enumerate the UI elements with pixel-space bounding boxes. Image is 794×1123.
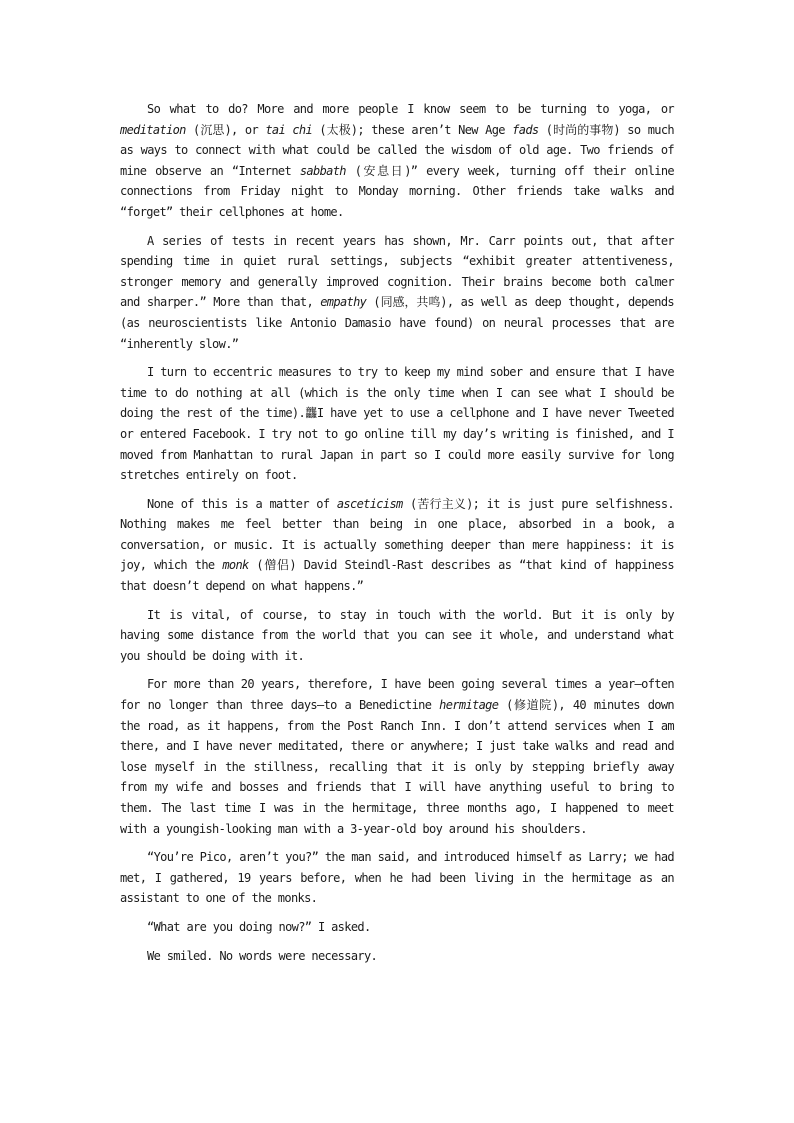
paragraph-6 [120,674,681,839]
italic-term: tai chi [265,122,313,137]
text-run: (修道院), 40 minutes down the road, as it happens, from the Post Ranch Inn. I don’t attend services when I am there, and I have never meditated, there or anywhere; I just take walks and read and lose myself in the stillness, recalling that it is only by stepping briefly away from my wife and bosses and friends that I will have anything useful to bring to them. The last time I was in the hermitage, three months ago, I happened to meet with a youngish-looking man with a 3-year-old boy around his shoulders. [120,698,681,836]
text-run: (安息日)” every week, turning off their online connections from Friday night to Monday morning. Other friends take walks and “forget” their cellphones at home. [120,163,681,219]
paragraph-5 [120,605,681,667]
paragraph-2 [120,231,681,355]
paragraph-7 [120,847,681,909]
text-run: It is vital, of course, to stay in touch with the world. But it is only by having some distance from the world that you can see it whole, and understand what you should be doing with it. [120,607,681,663]
paragraph-8 [120,917,674,938]
text-run: For more than 20 years, therefore, I have been going several times a year—often for no longer than three days—to a Benedictine [120,677,681,713]
text-run: (太极); these aren’t New Age [312,122,513,137]
paragraph-3 [120,362,681,486]
paragraph-1 [120,99,681,223]
italic-term: sabbath [299,163,346,178]
text-run: We smiled. No words were necessary. [147,948,378,963]
text-run: “You’re Pico, aren’t you?” the man said, and introduced himself as Larry; we had met, I gathered, 19 years before, when he had been living in the hermitage as an assistant to one of the monks. [120,850,681,906]
text-run: (僧侣) David Steindl-Rast describes as “that kind of happiness that doesn’t depend on what happens.” [120,558,681,594]
text-run: So what to do? More and more people I know seem to be turning to yoga, or [147,102,681,116]
italic-term: fads [512,122,539,137]
text-run: (沉思), or [185,122,266,137]
paragraph-4 [120,494,681,597]
text-run: “What are you doing now?” I asked. [147,919,371,934]
text-run: I turn to eccentric measures to try to keep my mind sober and ensure that I have time to do nothing at all (which is the only time when I can see what I should be doing the rest of the time).龘I have yet to use a cellphone and I have never Tweeted or entered Facebook. I try not to go online till my day’s writing is finished, and I moved from Manhattan to rural Japan in part so I could more easily survive for long stretches entirely on foot. [120,365,681,483]
document-body [120,99,681,974]
text-run: None of this is a matter of [147,496,337,511]
paragraph-9 [120,946,674,967]
text-run: (同感，共鸣), as well as deep thought, depends (as neuroscientists like Antonio Damasio have found) on neural processes that are “inherently slow.” [120,295,681,351]
italic-term: meditation [120,122,186,137]
italic-term: hermitage [439,698,499,713]
text-run: (时尚的事物) so much as ways to connect with what could be called the wisdom of old age. Two friends of mine observe an “Internet [120,122,681,178]
italic-term: empathy [320,295,367,310]
italic-term: monk [222,558,249,573]
text-run: (苦行主义); it is just pure selfishness. Nothing makes me feel better than being in one place, absorbed in a book, a conversation, or music. It is actually something deeper than mere happiness: it is joy, which the [120,496,681,573]
italic-term: asceticism [336,496,403,511]
text-run: A series of tests in recent years has shown, Mr. Carr points out, that after spending time in quiet rural settings, subjects “exhibit greater attentiveness, stronger memory and generally improved cognition. Their brains become both calmer and sharper.” More than that, [120,233,681,310]
